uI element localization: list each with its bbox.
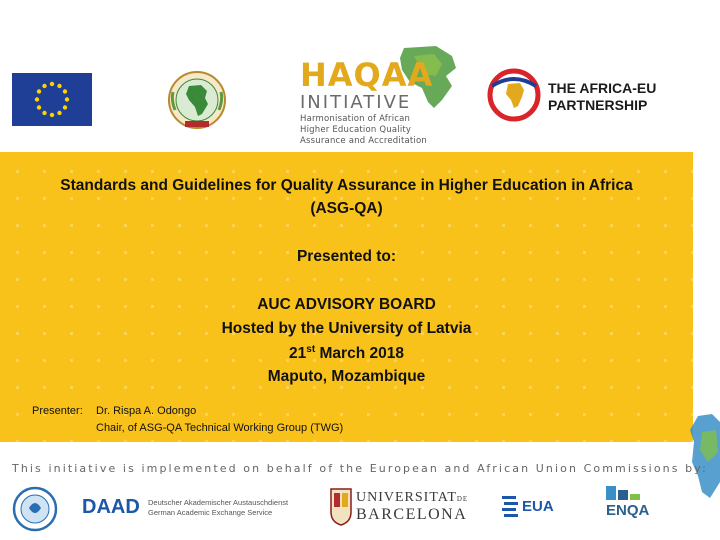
ub-line-2: BARCELONA	[356, 506, 468, 523]
haqaa-subtitle-line-2: Higher Education Quality	[300, 125, 412, 135]
haqaa-subtitle-line-1: Harmonisation of African	[300, 114, 411, 124]
daad-line-1: Deutscher Akademischer Austauschdienst	[148, 498, 289, 507]
haqaa-initiative-logo	[296, 42, 471, 147]
location-line: Maputo, Mozambique	[267, 368, 426, 385]
african-union-emblem	[167, 70, 227, 132]
eua-stripes-icon	[500, 490, 520, 526]
enqa-mark: ENQA	[606, 502, 650, 519]
ub-universitat: UNIVERSITAT	[356, 490, 457, 505]
audience-name: AUC ADVISORY BOARD	[257, 296, 436, 313]
title-band	[0, 152, 693, 442]
haqaa-title: HAQAA	[300, 56, 434, 94]
seal-icon	[12, 486, 58, 532]
ub-de: DE	[456, 495, 469, 503]
slide-title-line-1: Standards and Guidelines for Quality Assurance in Higher Education in Africa	[60, 177, 633, 194]
date-day: 21	[289, 345, 307, 363]
date-month-year: March 2018	[315, 345, 404, 363]
partner-seal-logo	[12, 486, 58, 532]
africa-map-fragment-icon	[688, 412, 720, 502]
daad-logo	[82, 494, 289, 522]
universitat-barcelona-logo	[330, 488, 469, 528]
eu-flag-logo	[12, 73, 92, 126]
date-suffix: st	[306, 344, 316, 355]
date-line	[0, 344, 693, 363]
africa-eu-line-1: THE AFRICA-EU	[548, 80, 657, 96]
eua-mark: EUA	[522, 498, 554, 515]
slide-title-line-2: (ASG-QA)	[310, 200, 383, 217]
enqa-logo	[602, 486, 672, 530]
eu-stars-icon	[12, 73, 92, 126]
daad-line-2: German Academic Exchange Service	[148, 508, 273, 517]
africa-eu-partnership-logo	[486, 64, 696, 126]
host-line: Hosted by the University of Latvia	[221, 320, 472, 337]
eua-logo	[500, 490, 570, 528]
africa-eu-line-2: PARTNERSHIP	[548, 97, 648, 113]
presented-to-label: Presented to:	[296, 248, 397, 265]
daad-mark: DAAD	[82, 496, 140, 518]
partnership-globe-icon	[486, 64, 542, 126]
ub-line-1	[356, 490, 468, 506]
presenter-label: Presenter:	[32, 405, 83, 417]
footer-statement: This initiative is implemented on behalf of the European and African Union Commissions by:	[12, 462, 708, 475]
enqa-bars-icon	[606, 486, 640, 500]
presenter-name: Dr. Rispa A. Odongo	[96, 405, 197, 417]
haqaa-subtitle-line-3: Assurance and Accreditation	[300, 136, 427, 146]
presenter-role: Chair, of ASG-QA Technical Working Group (TWG)	[96, 422, 344, 434]
haqaa-initiative-word: INITIATIVE	[300, 92, 412, 113]
ub-shield-icon	[330, 488, 352, 526]
